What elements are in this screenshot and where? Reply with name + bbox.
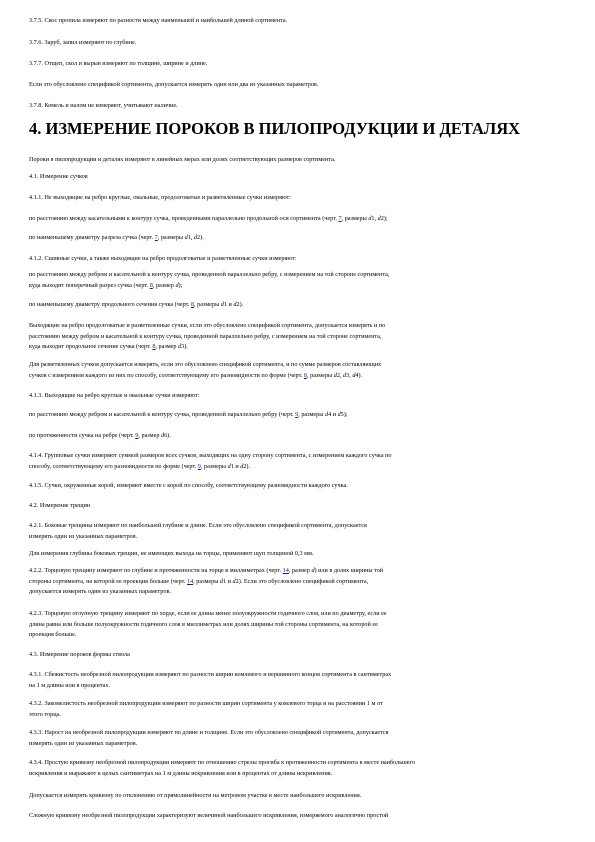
text-segment: Для измерения глубины боковых трещин, не имеющих выхода на торцы, применяют щуп толщиной 0,3 мм. (29, 550, 314, 557)
text-segment: Если это обусловлено спецификой сортимента, допускается измерять один или два из указанных параметров. (29, 81, 319, 88)
paragraph-p431 (29, 670, 559, 691)
text-segment: 2); (380, 215, 388, 222)
text-segment: , размеры (194, 301, 221, 308)
italic-symbol: d (337, 411, 341, 418)
text-segment: ) или в долях ширины той (314, 567, 384, 574)
italic-symbol: d (240, 462, 244, 470)
text-segment: 4.1.1. Не выходящие на ребро круглые, овальные, продолговатые и разветвленные сучки измеряют: (29, 194, 291, 201)
text-segment: Сложную кривизну необрезной пилопродукции характеризуют величиной наибольшего искривления, измеряемого аналогично простой (29, 812, 389, 819)
text-segment: Пороки в пилопродукции и деталях измеряют в линейных мерах или долях соответствующих размеров сортимента. (29, 156, 336, 163)
italic-symbol: d (377, 215, 381, 222)
figure-link[interactable]: 9 (135, 432, 139, 439)
figure-link[interactable]: 8 (149, 281, 153, 289)
text-segment: , размеры (193, 577, 220, 585)
paragraph-line (29, 521, 559, 532)
paragraph-p432 (29, 699, 559, 720)
paragraph-p434 (29, 758, 559, 779)
paragraph-line (29, 587, 559, 598)
text-segment: , размеры (341, 215, 369, 222)
text-segment: по наименьшему диаметру продольного сечения сучка (черт. (29, 301, 191, 308)
text-segment: длина равна или больше полуокружности годичного слоя в миллиметрах или долях ширины той стороны сортимента, на которой ее (29, 620, 378, 628)
italic-symbol: d (343, 371, 347, 379)
paragraph-p412d (29, 360, 559, 381)
figure-link[interactable]: 7 (154, 234, 158, 241)
paragraph-line (29, 16, 559, 27)
paragraph-p41 (29, 172, 559, 183)
paragraph-p411 (29, 193, 559, 204)
paragraph-line (29, 710, 559, 721)
paragraph-line (29, 451, 559, 462)
paragraph-p412b (29, 300, 559, 311)
text-segment: 4.3.1. Сбежистость необрезной пилопродукции измеряют по разности ширин комлевого и вершинного концов сортимента в сантиметрах (29, 671, 392, 678)
text-segment: , размер (138, 432, 161, 439)
figure-link[interactable]: 9 (295, 411, 299, 418)
text-segment: 4.1. Измерение сучков (29, 173, 88, 180)
figure-link[interactable]: 8 (190, 301, 195, 308)
text-segment: 2). (236, 301, 244, 308)
text-segment: , размеры (200, 462, 228, 470)
paragraph-p421b (29, 549, 559, 560)
text-segment: , размер (288, 567, 312, 574)
text-segment: 2). (243, 462, 251, 470)
paragraph-line (29, 609, 559, 620)
paragraph-line (29, 391, 559, 402)
paragraph-line (29, 101, 559, 112)
text-segment: 3.7.5. Скос пропила измеряют по разности между наименьшей и наибольшей длиной сортимента. (29, 17, 288, 24)
text-segment: этого торца. (29, 710, 61, 718)
italic-symbol: d (175, 281, 179, 289)
text-segment: 4 и (328, 411, 338, 418)
text-segment: 1, (371, 215, 378, 222)
paragraph-line (29, 342, 559, 353)
text-segment: 3.7.8. Комель и налом не измеряют, учитывают наличие. (29, 102, 178, 109)
paragraph-p377 (29, 59, 559, 70)
text-segment: измерять один из указанных параметров. (29, 739, 138, 747)
italic-symbol: d (184, 234, 188, 241)
paragraph-line (29, 233, 559, 244)
text-segment: 1 и (223, 301, 234, 308)
paragraph-p422 (29, 566, 559, 598)
text-segment: 1 и (230, 462, 241, 470)
paragraph-p42 (29, 501, 559, 512)
paragraph-p414 (29, 451, 559, 472)
text-segment: по наименьшему диаметру разреза сучка (черт. (29, 234, 155, 241)
text-segment: 1, (187, 234, 194, 241)
paragraph-line (29, 699, 559, 710)
paragraph-line (29, 431, 559, 442)
italic-symbol: d (227, 462, 231, 470)
text-segment: 5); (340, 411, 348, 418)
text-segment: 2). (196, 234, 204, 241)
paragraph-line (29, 670, 559, 681)
paragraph-line (29, 270, 559, 281)
text-segment: способу, соответствующему его разновидности по форме (черт. (29, 462, 198, 470)
paragraph-line (29, 360, 559, 371)
paragraph-line (29, 501, 559, 512)
text-segment: 4.3.4. Простую кривизну необрезной пилопродукции измеряют по отношению стрелы прогиба к протяженности сортимента в месте наибольшего (29, 759, 416, 766)
text-segment: измерять один из указанных параметров. (29, 532, 138, 540)
paragraph-p413a (29, 410, 559, 421)
paragraph-p377b (29, 80, 559, 91)
paragraph-line (29, 155, 559, 166)
italic-symbol: d (324, 411, 329, 418)
paragraph-line (29, 332, 559, 343)
italic-symbol: d (193, 234, 197, 241)
paragraph-p411b (29, 233, 559, 244)
text-segment: ); (178, 281, 183, 289)
text-segment: искривления и выражают в целых сантиметрах на 1 м длины искривления или в процентах от длины искривления. (29, 769, 333, 777)
italic-symbol: d (311, 567, 315, 574)
text-segment: по протяженности сучка на ребре (черт. (29, 432, 136, 439)
italic-symbol: d (233, 301, 237, 308)
paragraph-p375 (29, 16, 559, 27)
paragraph-p4intro (29, 155, 559, 166)
paragraph-p415 (29, 481, 559, 492)
italic-symbol: d (333, 371, 337, 379)
paragraph-p376 (29, 38, 559, 49)
text-segment: 3). (181, 343, 188, 350)
italic-symbol: d (352, 371, 356, 379)
text-segment: , размеры (157, 234, 185, 241)
paragraph-p412 (29, 254, 559, 265)
paragraph-line (29, 758, 559, 769)
text-segment: Допускается измерять кривизну по отклонению от прямолинейности на метровом участке в месте наибольшего искривления. (29, 792, 362, 799)
paragraph-line (29, 462, 559, 473)
italic-symbol: d (178, 343, 182, 350)
text-segment: по расстоянию между ребром и касательной к контуру сучка, проведенной параллельно ребру (черт. (29, 411, 296, 418)
paragraph-p434b (29, 791, 559, 802)
paragraph-line (29, 59, 559, 70)
paragraph-line (29, 681, 559, 692)
paragraph-line (29, 321, 559, 332)
text-segment: проекция больше. (29, 631, 77, 638)
text-segment: 2). Если это обусловлено спецификой сортимента, (235, 577, 369, 585)
section-heading: 4. ИЗМЕРЕНИЕ ПОРОКОВ В ПИЛОПРОДУКЦИИ И ДЕТАЛЯХ (29, 119, 521, 138)
text-segment: , размеры (307, 371, 334, 379)
paragraph-p413 (29, 391, 559, 402)
text-segment: 4.1.4. Групповые сучки измеряют суммой размеров всех сучков, выходящих на одну сторону сортимента, с измерением каждого сучка по (29, 452, 392, 459)
paragraph-p413b (29, 431, 559, 442)
paragraph-line (29, 650, 559, 661)
text-segment: 3, (346, 371, 353, 379)
text-segment: 3.7.6. Заруб, запил измеряют по глубине. (29, 39, 137, 46)
text-segment: 3.7.7. Отщеп, скол и вырыв измеряют по толщине, ширине и длине. (29, 60, 208, 67)
text-segment: куда выходит продольное сечение сучка (черт. (29, 343, 153, 350)
figure-link[interactable]: 8 (152, 343, 156, 350)
text-segment: куда выходит поперечный разрез сучка (черт. (29, 281, 150, 289)
paragraph-line (29, 300, 559, 311)
paragraph-p43 (29, 650, 559, 661)
text-segment: Для разветвленных сучков допускается измерять, если это обусловлено спецификой сортимента, и по сумме размеров составляющих (29, 361, 382, 368)
italic-symbol: d (368, 215, 372, 222)
text-segment: 4). (355, 371, 363, 379)
text-segment: , размеры (298, 411, 325, 418)
paragraph-line (29, 80, 559, 91)
paragraph-line (29, 371, 559, 382)
italic-symbol: d (219, 577, 223, 585)
text-segment: 6). (164, 432, 171, 439)
figure-link[interactable]: 9 (197, 462, 201, 470)
text-segment: стороны сортимента, на которой ее проекция больше (черт. (29, 577, 187, 585)
paragraph-line (29, 254, 559, 265)
text-segment: допускается измерять один из указанных параметров. (29, 588, 171, 595)
paragraph-line (29, 38, 559, 49)
figure-link[interactable]: 14 (186, 577, 194, 585)
paragraph-line (29, 481, 559, 492)
paragraph-line (29, 769, 559, 780)
paragraph-line (29, 214, 559, 225)
italic-symbol: d (220, 301, 224, 308)
text-segment: 4.2. Измерение трещин (29, 502, 91, 509)
paragraph-line (29, 549, 559, 560)
text-segment: 4.2.3. Торцовую отлупную трещину измеряют по хорде, если ее длина менее полуокружности годичного слоя, или по диаметру, если ее (29, 610, 387, 617)
text-segment: сучков с измерением каждого из них по способу, соответствующему его разновидности по форме (черт. (29, 371, 304, 379)
text-segment: расстоянию между ребром и касательной к контуру сучка, проведенной параллельно ребру, с измерением на той стороне сортимента, (29, 332, 382, 340)
figure-link[interactable]: 14 (282, 567, 289, 574)
paragraph-line (29, 811, 559, 822)
text-segment: 4.3.3. Нарост на необрезной пилопродукции измеряют по длине и толщине. Если это обусловлено спецификой сортимента, допускается (29, 729, 389, 736)
text-segment: 4.3.2. Закомелистость необрезной пилопродукции измеряют по разности ширин сортимента у комлевого торца и на расстоянии 1 м от (29, 700, 383, 707)
paragraph-p433 (29, 728, 559, 749)
text-segment: Выходящие на ребро продолговатые и разветвленные сучки, если это обусловлено спецификой сортимента, допускается измерять и по (29, 322, 386, 329)
paragraph-line (29, 566, 559, 577)
paragraph-p412a (29, 270, 559, 291)
text-segment: по расстоянию между ребром и касательной к контуру сучка, проведенной параллельно ребру, с измерением на той стороне сортимента, (29, 271, 390, 278)
figure-link[interactable]: 7 (338, 215, 342, 222)
paragraph-line (29, 281, 559, 292)
text-segment: 1 и (223, 577, 233, 585)
paragraph-p434c (29, 811, 559, 822)
paragraph-line (29, 172, 559, 183)
text-segment: 4.2.1. Боковые трещины измеряют по наибольшей глубине и длине. Если это обусловлено спецификой сортимента, допускается (29, 522, 367, 529)
italic-symbol: d (232, 577, 236, 585)
paragraph-p421 (29, 521, 559, 542)
paragraph-p378 (29, 101, 559, 112)
paragraph-line (29, 577, 559, 588)
text-segment: , размер (155, 343, 179, 350)
text-segment: на 1 м длины или в процентах. (29, 681, 111, 689)
text-segment: 4.3. Измерение пороков формы ствола (29, 651, 130, 658)
text-segment: 4.1.3. Выходящие на ребро круглые и овальные сучки измеряют: (29, 392, 200, 399)
paragraph-p412c (29, 321, 559, 353)
paragraph-line (29, 728, 559, 739)
paragraph-line (29, 193, 559, 204)
paragraph-line (29, 410, 559, 421)
text-segment: 2, (336, 371, 344, 379)
paragraph-p423 (29, 609, 559, 641)
text-segment: 4.2.2. Торцовую трещину измеряют по глубине и протяженности на торце в миллиметрах (черт. (29, 567, 283, 574)
paragraph-line (29, 739, 559, 750)
paragraph-line (29, 620, 559, 631)
paragraph-p411a (29, 214, 559, 225)
italic-symbol: d (160, 432, 165, 439)
paragraph-line (29, 630, 559, 641)
paragraph-line (29, 791, 559, 802)
text-segment: 4.1.5. Сучки, окруженные корой, измеряют вместе с корой по способу, соответствующему разновидности каждого сучка. (29, 482, 348, 489)
text-segment: 4.1.2. Сшивные сучки, а также выходящие на ребро продолговатые и разветвленные сучки измеряют: (29, 255, 297, 262)
figure-link[interactable]: 8 (303, 371, 307, 379)
text-segment: по расстоянию между касательными к контуру сучка, проведенными параллельно продольной оси сортимента (черт. (29, 215, 339, 222)
paragraph-line (29, 532, 559, 543)
text-segment: , размер (152, 281, 176, 289)
